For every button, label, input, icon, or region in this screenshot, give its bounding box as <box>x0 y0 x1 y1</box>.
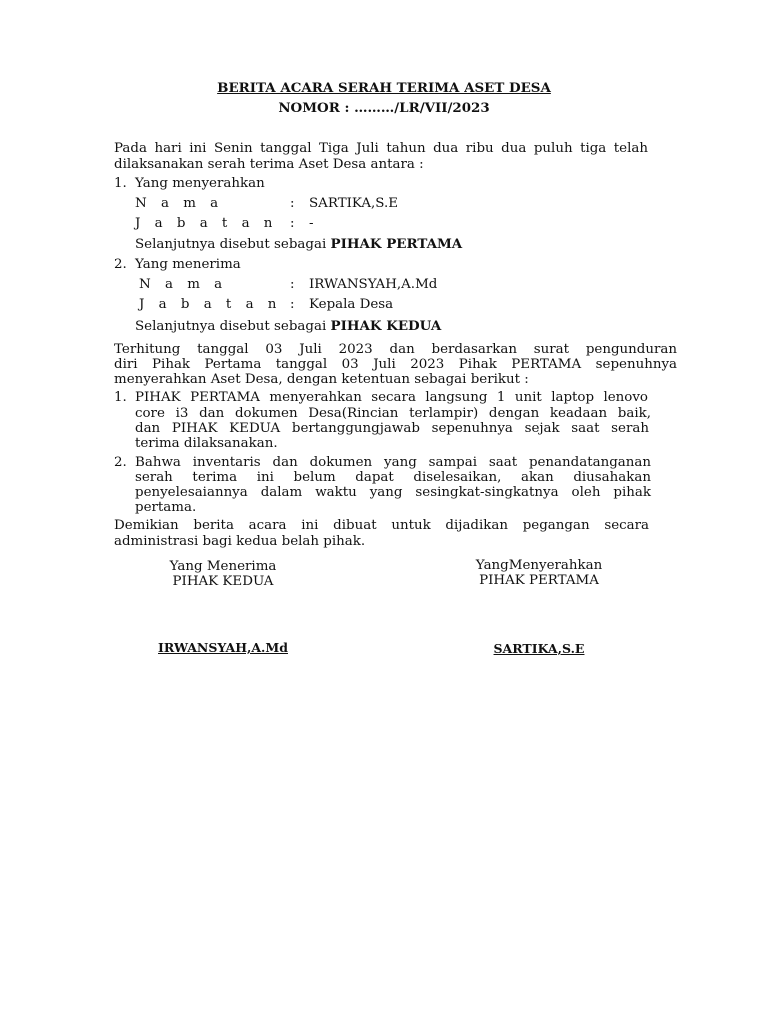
term1-line-4: terima dilaksanakan. <box>135 436 278 451</box>
basis-line-1: Terhitung tanggal 03 Juli 2023 dan berdasarkan surat pengunduran <box>114 342 677 357</box>
party2-name-label: N a m a <box>139 277 228 292</box>
party1-designation-text: Selanjutnya disebut sebagai <box>135 237 327 252</box>
party2-name-colon: : <box>290 277 295 292</box>
document-title: BERITA ACARA SERAH TERIMA ASET DESA <box>217 80 551 96</box>
party1-position-label: J a b a t a n <box>135 216 278 231</box>
sign-left-role: Yang Menerima <box>169 559 277 574</box>
term1-line-2: core i3 dan dokumen Desa(Rincian terlampir) dengan keadaan baik, <box>135 406 651 421</box>
basis-line-2: diri Pihak Pertama tanggal 03 Juli 2023 Pihak PERTAMA sepenuhnya <box>114 357 677 372</box>
closing-line-1: Demikian berita acara ini dibuat untuk dijadikan pegangan secara <box>114 518 649 533</box>
term2-number: 2. <box>114 455 127 470</box>
intro-line-2: dilaksanakan serah terima Aset Desa antara : <box>114 157 424 172</box>
party1-position-value: - <box>309 216 314 231</box>
term1-line-1: PIHAK PERTAMA menyerahkan secara langsung 1 unit laptop lenovo <box>135 390 648 405</box>
sign-right-role: YangMenyerahkan <box>475 558 603 573</box>
party2-designation <box>135 318 441 335</box>
party2-designation-text: Selanjutnya disebut sebagai <box>135 319 327 334</box>
term1-number: 1. <box>114 390 127 405</box>
party1-name-colon: : <box>290 196 295 211</box>
party2-position-value: Kepala Desa <box>309 297 394 312</box>
sign-left-party: PIHAK KEDUA <box>172 574 274 589</box>
sign-right-party: PIHAK PERTAMA <box>479 573 599 588</box>
sign-right-name: SARTIKA,S.E <box>493 641 585 656</box>
party1-number: 1. <box>114 176 127 191</box>
party2-name-value: IRWANSYAH,A.Md <box>309 277 438 292</box>
intro-line-1: Pada hari ini Senin tanggal Tiga Juli tahun dua ribu dua puluh tiga telah <box>114 141 648 156</box>
party1-designation <box>135 236 462 253</box>
party1-heading: Yang menyerahkan <box>135 176 265 191</box>
term2-line-3: penyelesaiannya dalam waktu yang sesingkat-singkatnya oleh pihak <box>135 485 651 500</box>
party1-name-value: SARTIKA,S.E <box>309 196 399 211</box>
document-number: NOMOR : ………/LR/VII/2023 <box>278 100 490 116</box>
party1-designation-bold: PIHAK PERTAMA <box>330 236 463 252</box>
term1-line-3: dan PIHAK KEDUA bertanggungjawab sepenuhnya sejak saat serah <box>135 421 649 436</box>
party2-position-label: J a b a t a n <box>139 297 282 312</box>
party2-heading: Yang menerima <box>135 257 241 272</box>
term2-line-1: Bahwa inventaris dan dokumen yang sampai saat penandatanganan <box>135 455 651 470</box>
closing-line-2: administrasi bagi kedua belah pihak. <box>114 534 366 549</box>
party1-name-label: N a m a <box>135 196 224 211</box>
party2-designation-bold: PIHAK KEDUA <box>330 318 442 334</box>
party2-position-colon: : <box>290 297 295 312</box>
term2-line-2: serah terima ini belum dapat diselesaikan, akan diusahakan <box>135 470 651 485</box>
party1-position-colon: : <box>290 216 295 231</box>
sign-left-name: IRWANSYAH,A.Md <box>158 640 288 655</box>
basis-line-3: menyerahkan Aset Desa, dengan ketentuan sebagai berikut : <box>114 372 529 387</box>
term2-line-4: pertama. <box>135 500 197 515</box>
party2-number: 2. <box>114 257 127 272</box>
